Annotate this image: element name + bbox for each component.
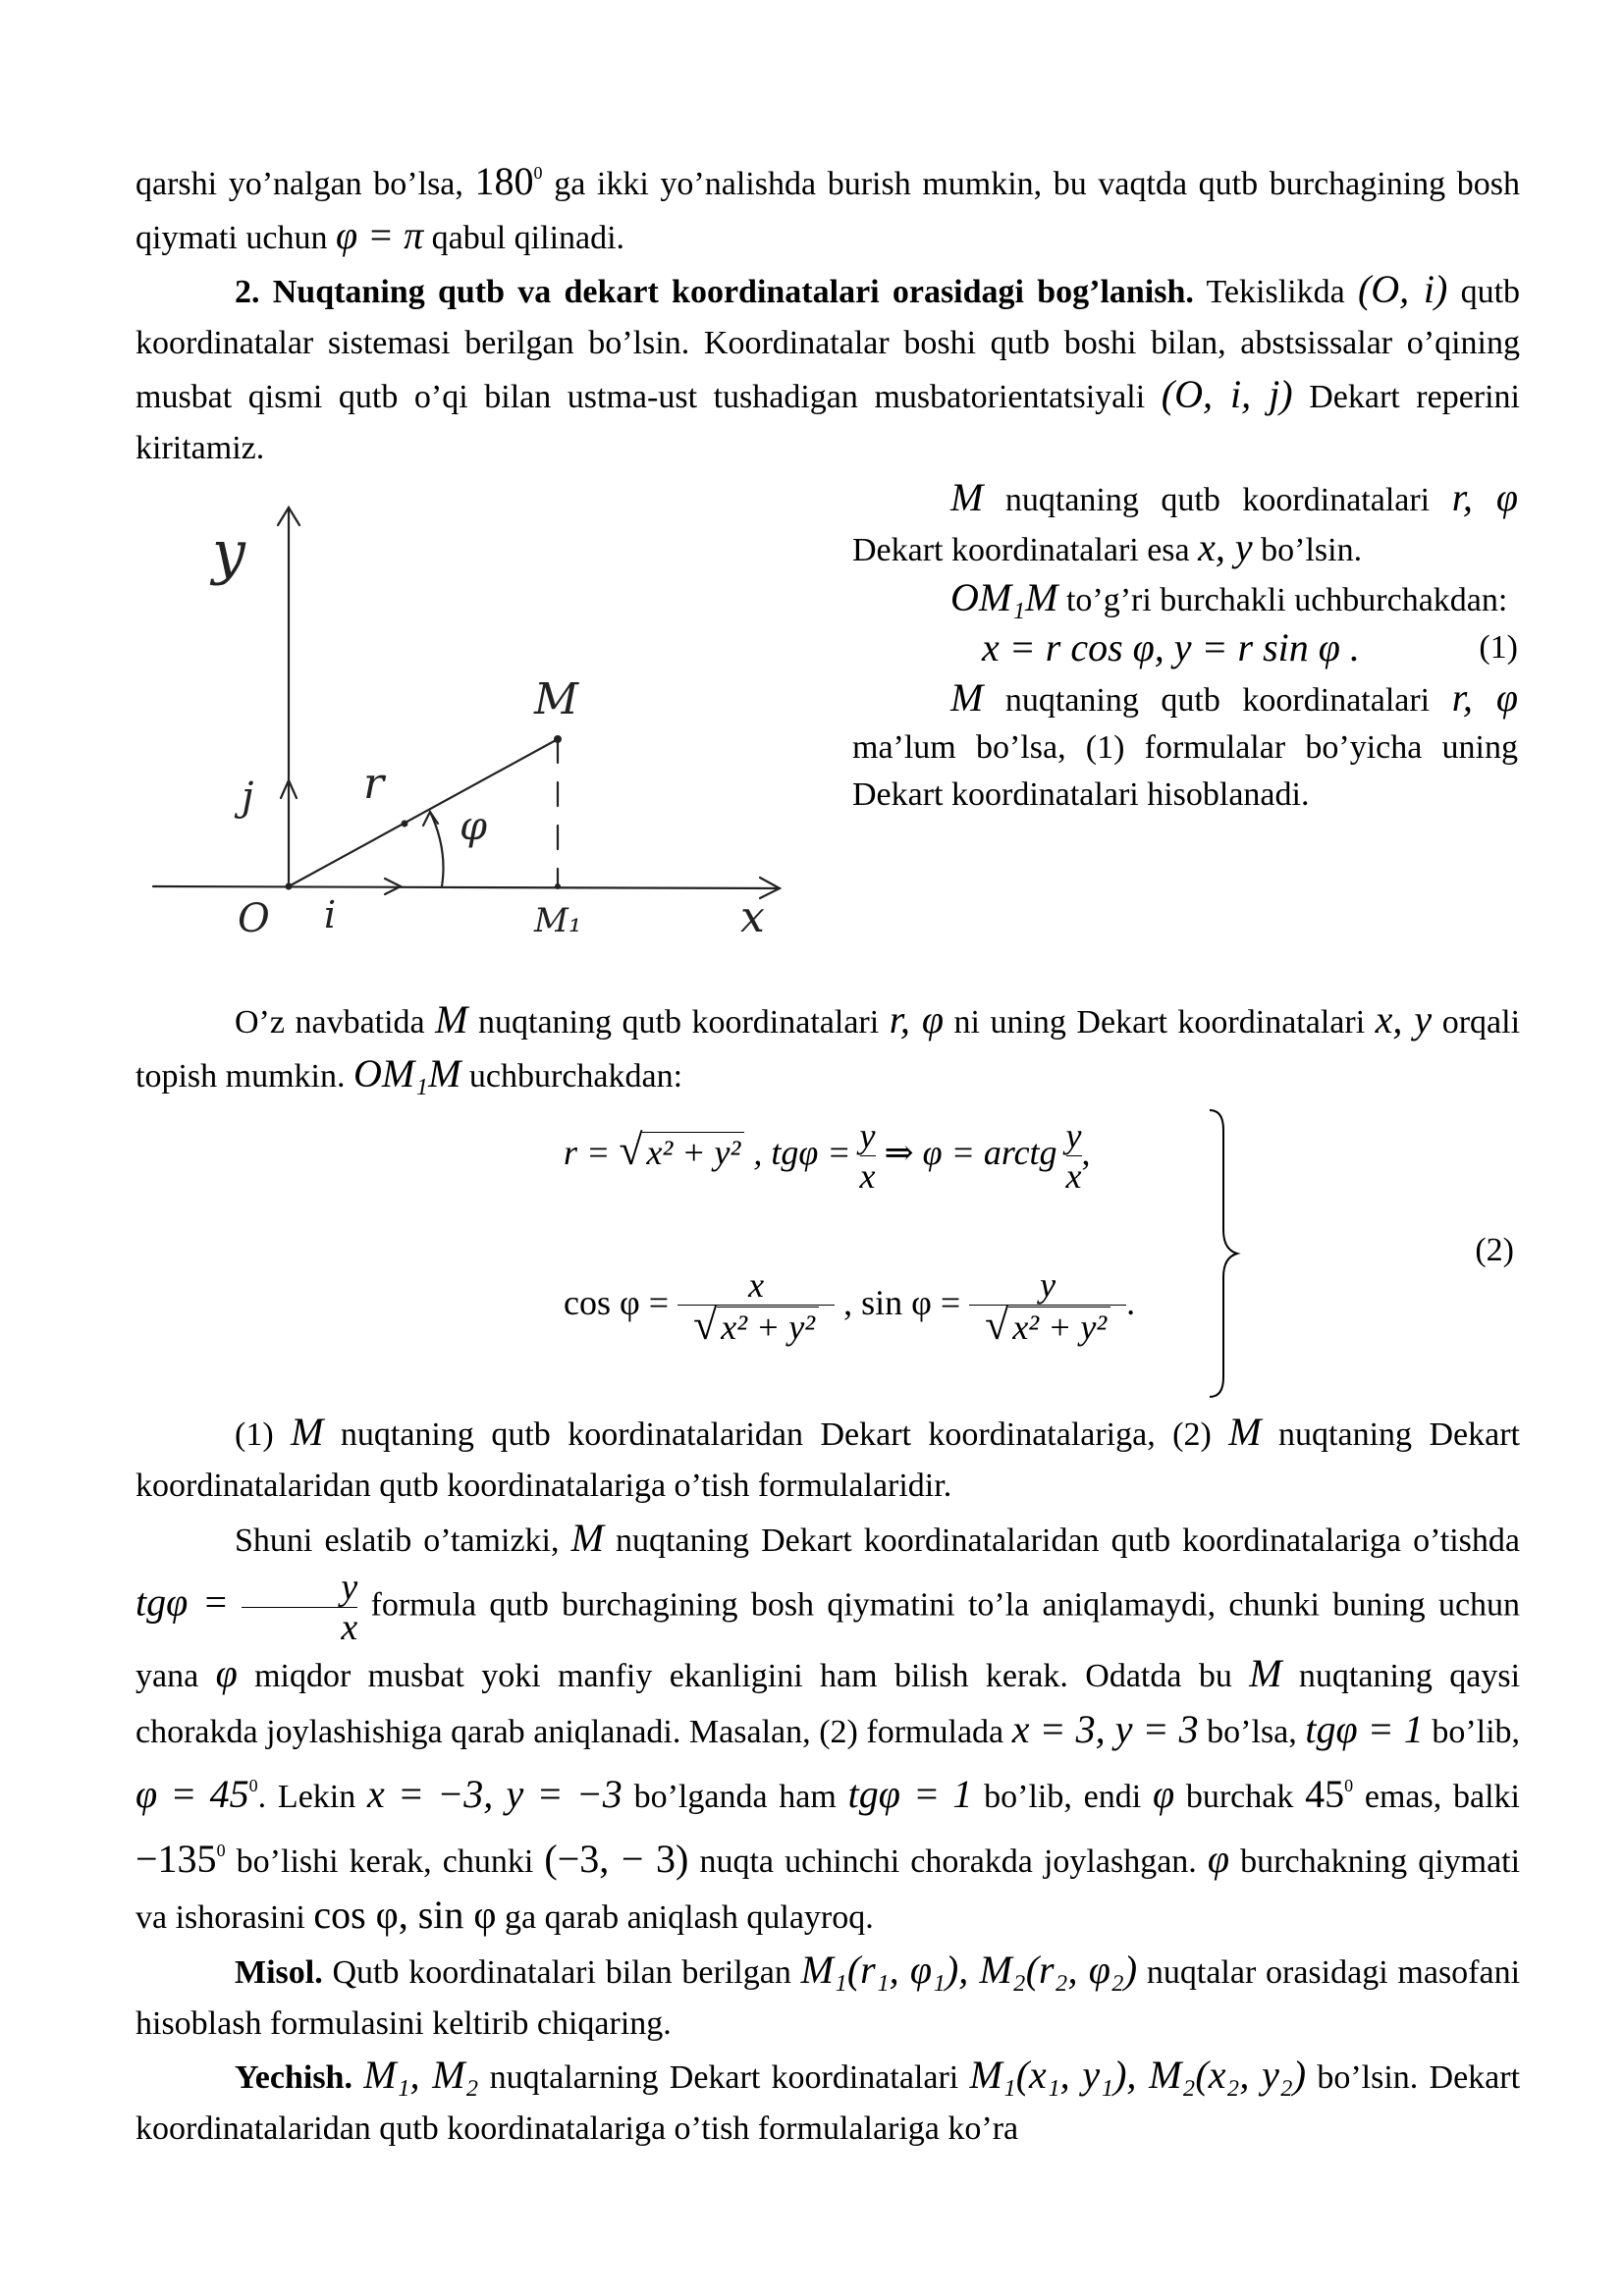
text: burchak bbox=[1185, 1779, 1294, 1815]
math-M: M bbox=[1228, 1410, 1262, 1454]
math-phi: φ bbox=[1152, 1772, 1175, 1816]
text: bo’lsa, bbox=[1207, 1714, 1297, 1750]
fraction-sin: $\frac{y}{\text{√ x² + y²}}$ bbox=[969, 1265, 1126, 1347]
side-text bbox=[852, 474, 1518, 819]
label-j: j bbox=[242, 774, 254, 820]
math-x-y: x, y bbox=[1198, 525, 1253, 569]
label-i: i bbox=[324, 893, 337, 936]
text: (1) bbox=[235, 1416, 274, 1453]
side-paragraph-2 bbox=[852, 574, 1518, 624]
fraction-y-x: $\frac{y}{x}$ bbox=[1065, 1116, 1082, 1196]
math-example-4: x = −3, y = −3 bbox=[367, 1772, 623, 1816]
label-M1: M₁ bbox=[534, 901, 582, 940]
math-r-phi: r, φ bbox=[1451, 675, 1519, 720]
text: nuqtaning qaysi chorakda joylashishiga qarab aniqlanadi. Masalan, (2) formulada bbox=[135, 1658, 1521, 1750]
math-points: M₁, M₂ bbox=[363, 2053, 479, 2097]
text: nuqtalarning Dekart koordinatalari bbox=[489, 2059, 959, 2096]
text: bo’lib, endi bbox=[984, 1779, 1142, 1815]
label-y: y bbox=[212, 518, 245, 587]
math-example-1: x = 3, y = 3 bbox=[1011, 1707, 1199, 1751]
side-paragraph-1 bbox=[852, 474, 1518, 574]
text: Dekart reperini kiritamiz. bbox=[135, 379, 1521, 466]
math-cos-lhs: cos φ = bbox=[564, 1282, 670, 1322]
text: nuqtaning qutb koordinatalari bbox=[478, 1004, 880, 1041]
text: bo’lganda ham bbox=[633, 1779, 837, 1815]
right-brace bbox=[1206, 1106, 1245, 1401]
label-M: M bbox=[534, 674, 579, 724]
text: bo’lib, bbox=[1432, 1714, 1521, 1750]
math-example-3: $\varphi = 45^0$ bbox=[135, 1772, 258, 1816]
paragraph-5 bbox=[135, 1512, 1520, 1945]
text: nuqtaning qutb koordinatalari bbox=[1004, 682, 1431, 719]
math-coordinates: M₁(x₁, y₁), M₂(x₂, y₂) bbox=[969, 2053, 1307, 2097]
label-r: r bbox=[363, 759, 385, 809]
math-M: M bbox=[435, 997, 468, 1041]
math-points: M₁(r₁, φ₁), M₂(r₂, φ₂) bbox=[800, 1948, 1138, 1992]
text: bo’lsin. Dekart koordinatalaridan qutb koordinatalariga o’tish formulalariga ko’ra bbox=[135, 2059, 1521, 2147]
text: bo’lishi kerak, chunki bbox=[236, 1843, 534, 1880]
point-M1 bbox=[555, 883, 561, 889]
math-180: $180^0$ bbox=[474, 159, 543, 203]
text: uchburchakdan: bbox=[468, 1058, 683, 1095]
document-page bbox=[135, 147, 1520, 2155]
math-radicand: x² + y² bbox=[642, 1132, 744, 1172]
text: ga ikki yo’nalishda burish mumkin, bu vaqtda qutb burchagining bosh qiymati uchun bbox=[135, 166, 1521, 256]
text: nuqtaning Dekart koordinatalaridan qutb koordinatalariga o’tishda bbox=[616, 1522, 1521, 1559]
math-M: M bbox=[291, 1410, 324, 1454]
math-tg-lhs: tgφ = bbox=[135, 1579, 230, 1625]
coordinate-figure bbox=[151, 504, 799, 965]
math-M: M bbox=[1249, 1651, 1282, 1695]
math-OM1M: OM₁M bbox=[950, 575, 1058, 619]
math-r-phi: r, φ bbox=[889, 997, 944, 1041]
math-phi: φ bbox=[215, 1651, 238, 1695]
math-phi: φ bbox=[1207, 1837, 1230, 1881]
math-OM1M: OM₁M bbox=[352, 1051, 461, 1095]
radius-line bbox=[289, 739, 558, 886]
paragraph-1 bbox=[135, 147, 1520, 264]
math-point: (−3, − 3) bbox=[544, 1837, 689, 1881]
equation-1 bbox=[852, 624, 1518, 674]
text: formula qutb burchagining bosh qiymatini to’la aniqlamaydi, chunki buning uchun yana bbox=[135, 1586, 1521, 1694]
math-example-2: tgφ = 1 bbox=[1305, 1707, 1424, 1751]
text: O’z navbatida bbox=[235, 1004, 425, 1041]
solution-paragraph bbox=[135, 2050, 1520, 2155]
example-label: Misol. bbox=[235, 1954, 323, 1991]
math-r-phi: r, φ bbox=[1451, 475, 1519, 519]
example-paragraph bbox=[135, 1945, 1520, 2050]
math-eq-1: x = r cos φ, y = r sin φ . bbox=[982, 625, 1360, 669]
text: nuqtaning qutb koordinatalari bbox=[1004, 482, 1431, 518]
text: burchakning qiymati va ishorasini bbox=[135, 1843, 1521, 1936]
text: miqdor musbat yoki manfiy ekanligini ham bilish kerak. Odatda bu bbox=[254, 1658, 1232, 1694]
math-M: M bbox=[570, 1516, 604, 1560]
paragraph-3 bbox=[135, 994, 1520, 1102]
text: nuqtaning Dekart koordinatalaridan qutb koordinatalariga o’tish formulalaridir. bbox=[135, 1416, 1520, 1504]
math-arctg: ⇒ φ = arctg bbox=[884, 1132, 1057, 1172]
text: ga qarab aniqlash qulayroq. bbox=[504, 1899, 874, 1936]
text: bo’lsin. bbox=[1261, 532, 1363, 568]
fraction-cos: $\frac{x}{\text{√ x² + y²}}$ bbox=[677, 1265, 835, 1347]
label-O: O bbox=[238, 896, 270, 941]
text: ma’lum bo’lsa, (1) formulalar bo’yicha uning Dekart koordinatalari hisoblanadi. bbox=[852, 729, 1518, 813]
math-x-y: x, y bbox=[1375, 997, 1433, 1041]
x-axis bbox=[153, 886, 780, 888]
text: Shuni eslatib o’tamizki, bbox=[235, 1522, 560, 1559]
equation-number-1: (1) bbox=[1479, 629, 1518, 666]
math-M: M bbox=[950, 475, 984, 519]
math-M: M bbox=[950, 675, 984, 720]
math-cos-sin: cos φ, sin φ bbox=[313, 1893, 497, 1937]
text: qabul qilinadi. bbox=[431, 220, 625, 256]
side-paragraph-3 bbox=[852, 674, 1518, 819]
text: to’g’ri burchakli uchburchakdan: bbox=[1065, 582, 1508, 618]
sqrt-sign: √ bbox=[619, 1125, 643, 1174]
fraction-y-x: $\frac{y}{x}$ bbox=[242, 1568, 357, 1647]
label-phi: φ bbox=[460, 804, 488, 849]
math-example-5: tgφ = 1 bbox=[847, 1772, 973, 1816]
math-sin-lhs: , sin φ = bbox=[843, 1282, 961, 1322]
fraction-y-x: $\frac{y}{x}$ bbox=[859, 1116, 876, 1196]
text: emas, balki bbox=[1364, 1779, 1520, 1815]
math-minus-135: $-135^0$ bbox=[135, 1837, 226, 1881]
section-2-paragraph bbox=[135, 264, 1520, 474]
text: Qutb koordinatalari bilan berilgan bbox=[332, 1954, 791, 1991]
solution-label: Yechish. bbox=[235, 2059, 352, 2096]
formula-2-line-2 bbox=[564, 1265, 1135, 1347]
math-cartesian-frame: (O, i, j) bbox=[1161, 372, 1293, 416]
point-O bbox=[286, 883, 293, 890]
figure-row bbox=[135, 474, 1520, 975]
text: ni uning Dekart koordinatalari bbox=[953, 1004, 1366, 1041]
text: qarshi yo’nalgan bo’lsa, bbox=[135, 166, 463, 202]
text: . Lekin bbox=[257, 1779, 356, 1815]
point-M bbox=[554, 735, 562, 743]
text: nuqta uchinchi chorakda joylashgan. bbox=[699, 1843, 1197, 1880]
text: orqali topish mumkin. bbox=[135, 1004, 1521, 1095]
label-x: x bbox=[740, 892, 765, 942]
section-heading: 2. Nuqtaning qutb va dekart koordinatalari orasidagi bog’lanish. bbox=[235, 274, 1194, 310]
text: Dekart koordinatalari esa bbox=[852, 532, 1190, 568]
point-r-mark bbox=[402, 821, 408, 828]
math-45: $45^0$ bbox=[1305, 1772, 1354, 1816]
formula-2-line-1 bbox=[564, 1116, 1091, 1196]
math-phi-pi: φ = π bbox=[335, 213, 424, 257]
text: Tekislikda bbox=[1206, 274, 1345, 310]
text: nuqtaning qutb koordinatalaridan Dekart koordinatalariga, (2) bbox=[340, 1416, 1212, 1453]
math-r-lhs: r = bbox=[564, 1132, 611, 1172]
equation-number-2: (2) bbox=[1475, 1232, 1514, 1268]
formula-2-block bbox=[135, 1102, 1520, 1407]
math-polar-system: (O, i) bbox=[1357, 267, 1448, 311]
comma: , bbox=[1081, 1132, 1091, 1172]
math-tg-lhs: , tgφ = bbox=[753, 1132, 851, 1172]
text: qutb koordinatalar sistemasi berilgan bo’lsin. Koordinatalar boshi qutb boshi bilan, abstsissalar o’qining musbat qismi qutb o’qi bilan ustma-ust tushadigan musbatorientatsiyali bbox=[135, 274, 1521, 415]
paragraph-4 bbox=[135, 1407, 1520, 1512]
text: nuqtalar orasidagi masofani hisoblash formulasini keltirib chiqaring. bbox=[135, 1954, 1521, 2042]
period: . bbox=[1126, 1282, 1136, 1322]
